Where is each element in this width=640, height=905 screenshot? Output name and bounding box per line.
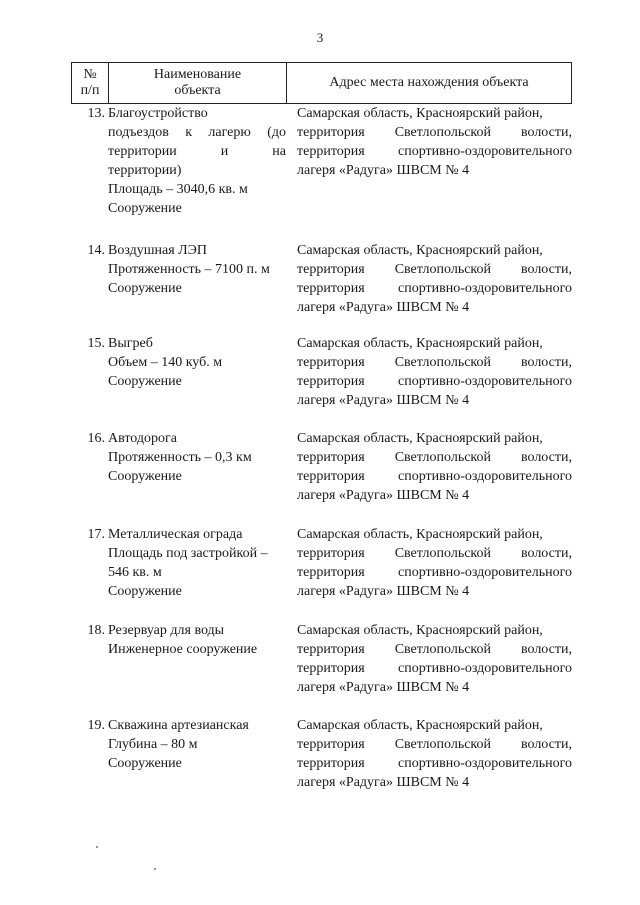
- table-row: [71, 621, 572, 697]
- object-name-line: 546 кв. м: [108, 565, 162, 580]
- address-line: [297, 735, 572, 754]
- address-line: лагеря «Радуга» ШВСМ № 4: [297, 584, 470, 599]
- object-name-word: лагерю: [208, 125, 251, 140]
- table-row: [71, 716, 572, 792]
- address-line: [297, 754, 572, 773]
- row-number: 16.: [87, 431, 105, 446]
- object-address: [297, 104, 572, 218]
- address-line: Самарская область, Красноярский район,: [297, 527, 543, 542]
- object-name-line: [108, 142, 286, 161]
- row-number: 14.: [87, 243, 105, 258]
- object-name-line: Площадь – 3040,6 кв. м: [108, 182, 248, 197]
- address-word: спортивно-оздоровительного: [398, 281, 572, 296]
- object-name-line: Площадь под застройкой –: [108, 546, 268, 561]
- object-name-line: Сооружение: [108, 584, 182, 599]
- row-number: 18.: [87, 623, 105, 638]
- object-name-line: территории): [108, 163, 182, 178]
- address-line: [297, 279, 572, 298]
- address-word: спортивно-оздоровительного: [398, 144, 572, 159]
- address-line: [297, 260, 572, 279]
- address-word: территория: [297, 450, 365, 465]
- address-word: волости,: [520, 642, 572, 657]
- table-row: [71, 429, 572, 505]
- object-name: [108, 334, 286, 410]
- object-name-line: [108, 123, 286, 142]
- object-name-word: к: [185, 125, 193, 140]
- object-name: [108, 716, 286, 792]
- object-name-line: Объем – 140 куб. м: [108, 355, 223, 370]
- address-word: территория: [297, 144, 365, 159]
- object-name: [108, 429, 286, 505]
- address-word: территория: [297, 281, 365, 296]
- object-name: [108, 241, 286, 317]
- address-line: [297, 123, 572, 142]
- object-name-line: Скважина артезианская: [108, 718, 249, 733]
- header-number-symbol: №: [83, 67, 97, 82]
- object-name-word: на: [272, 144, 286, 159]
- address-line: лагеря «Радуга» ШВСМ № 4: [297, 393, 470, 408]
- object-name-line: Сооружение: [108, 201, 182, 216]
- address-word: волости,: [520, 125, 572, 140]
- header-name-line1: Наименование: [153, 67, 242, 82]
- address-word: территория: [297, 565, 365, 580]
- address-line: Самарская область, Красноярский район,: [297, 243, 543, 258]
- address-line: [297, 372, 572, 391]
- address-line: лагеря «Радуга» ШВСМ № 4: [297, 300, 470, 315]
- table-row: [71, 241, 572, 317]
- table-header: [71, 62, 572, 104]
- object-name-line: Выгреб: [108, 336, 153, 351]
- address-line: лагеря «Радуга» ШВСМ № 4: [297, 680, 470, 695]
- address-line: [297, 640, 572, 659]
- object-name-line: Протяженность – 0,3 км: [108, 450, 252, 465]
- address-line: лагеря «Радуга» ШВСМ № 4: [297, 163, 470, 178]
- address-line: лагеря «Радуга» ШВСМ № 4: [297, 488, 470, 503]
- header-name-line2: объекта: [174, 83, 221, 98]
- address-word: территория: [297, 661, 365, 676]
- address-line: Самарская область, Красноярский район,: [297, 623, 543, 638]
- address-line: Самарская область, Красноярский район,: [297, 336, 543, 351]
- address-line: [297, 353, 572, 372]
- object-name: [108, 525, 286, 601]
- address-word: Светлопольской: [394, 642, 491, 657]
- table-row: [71, 334, 572, 410]
- address-word: территория: [297, 125, 365, 140]
- address-line: [297, 659, 572, 678]
- address-word: спортивно-оздоровительного: [398, 756, 572, 771]
- table-row: [71, 525, 572, 601]
- row-number: 19.: [87, 718, 105, 733]
- address-word: территория: [297, 374, 365, 389]
- address-line: [297, 544, 572, 563]
- object-name-line: Металлическая ограда: [108, 527, 243, 542]
- object-name-word: территории: [108, 144, 177, 159]
- address-word: спортивно-оздоровительного: [398, 565, 572, 580]
- object-name-word: и: [220, 144, 229, 159]
- object-address: [297, 429, 572, 505]
- address-word: Светлопольской: [394, 262, 491, 277]
- address-word: спортивно-оздоровительного: [398, 374, 572, 389]
- object-name-line: Протяженность – 7100 п. м: [108, 262, 270, 277]
- header-number-abbrev: п/п: [80, 83, 100, 98]
- address-word: Светлопольской: [394, 737, 491, 752]
- object-address: [297, 621, 572, 697]
- address-word: Светлопольской: [394, 546, 491, 561]
- object-name-line: Благоустройство: [108, 106, 208, 121]
- object-name-line: Сооружение: [108, 281, 182, 296]
- address-word: волости,: [520, 450, 572, 465]
- object-address: [297, 334, 572, 410]
- scan-speck: [96, 846, 98, 848]
- address-word: территория: [297, 737, 365, 752]
- address-word: Светлопольской: [394, 450, 491, 465]
- address-word: территория: [297, 642, 365, 657]
- object-name-line: Резервуар для воды: [108, 623, 225, 638]
- address-word: спортивно-оздоровительного: [398, 469, 572, 484]
- header-address-cell: Адрес места нахождения объекта: [287, 63, 572, 104]
- object-address: [297, 716, 572, 792]
- address-line: [297, 467, 572, 486]
- address-word: волости,: [520, 737, 572, 752]
- header-name-cell: [109, 63, 287, 104]
- header-number-cell: [72, 63, 109, 104]
- object-name-line: Глубина – 80 м: [108, 737, 198, 752]
- object-name-line: Сооружение: [108, 469, 182, 484]
- object-address: [297, 241, 572, 317]
- address-word: волости,: [520, 262, 572, 277]
- address-word: территория: [297, 546, 365, 561]
- object-name-word: (до: [267, 125, 286, 140]
- address-line: Самарская область, Красноярский район,: [297, 431, 543, 446]
- address-word: территория: [297, 355, 365, 370]
- address-word: волости,: [520, 546, 572, 561]
- object-address: [297, 525, 572, 601]
- row-number: 13.: [87, 106, 105, 121]
- table-row: [71, 104, 572, 218]
- address-line: [297, 563, 572, 582]
- address-word: территория: [297, 469, 365, 484]
- address-line: Самарская область, Красноярский район,: [297, 106, 543, 121]
- address-word: Светлопольской: [394, 355, 491, 370]
- object-name-line: Сооружение: [108, 374, 182, 389]
- address-word: территория: [297, 262, 365, 277]
- address-word: территория: [297, 756, 365, 771]
- address-line: лагеря «Радуга» ШВСМ № 4: [297, 775, 470, 790]
- object-name-line: Инженерное сооружение: [108, 642, 258, 657]
- address-word: волости,: [520, 355, 572, 370]
- page-number: 3: [316, 30, 324, 45]
- row-number: 15.: [87, 336, 105, 351]
- address-line: [297, 142, 572, 161]
- address-word: спортивно-оздоровительного: [398, 661, 572, 676]
- object-name: [108, 621, 286, 697]
- scan-speck: [154, 868, 156, 870]
- row-number: 17.: [87, 527, 105, 542]
- object-name-word: подъездов: [108, 125, 169, 140]
- object-name: [108, 104, 286, 218]
- address-line: [297, 448, 572, 467]
- address-word: Светлопольской: [394, 125, 491, 140]
- object-name-line: Сооружение: [108, 756, 182, 771]
- object-name-line: Воздушная ЛЭП: [108, 243, 208, 258]
- address-line: Самарская область, Красноярский район,: [297, 718, 543, 733]
- object-name-line: Автодорога: [108, 431, 177, 446]
